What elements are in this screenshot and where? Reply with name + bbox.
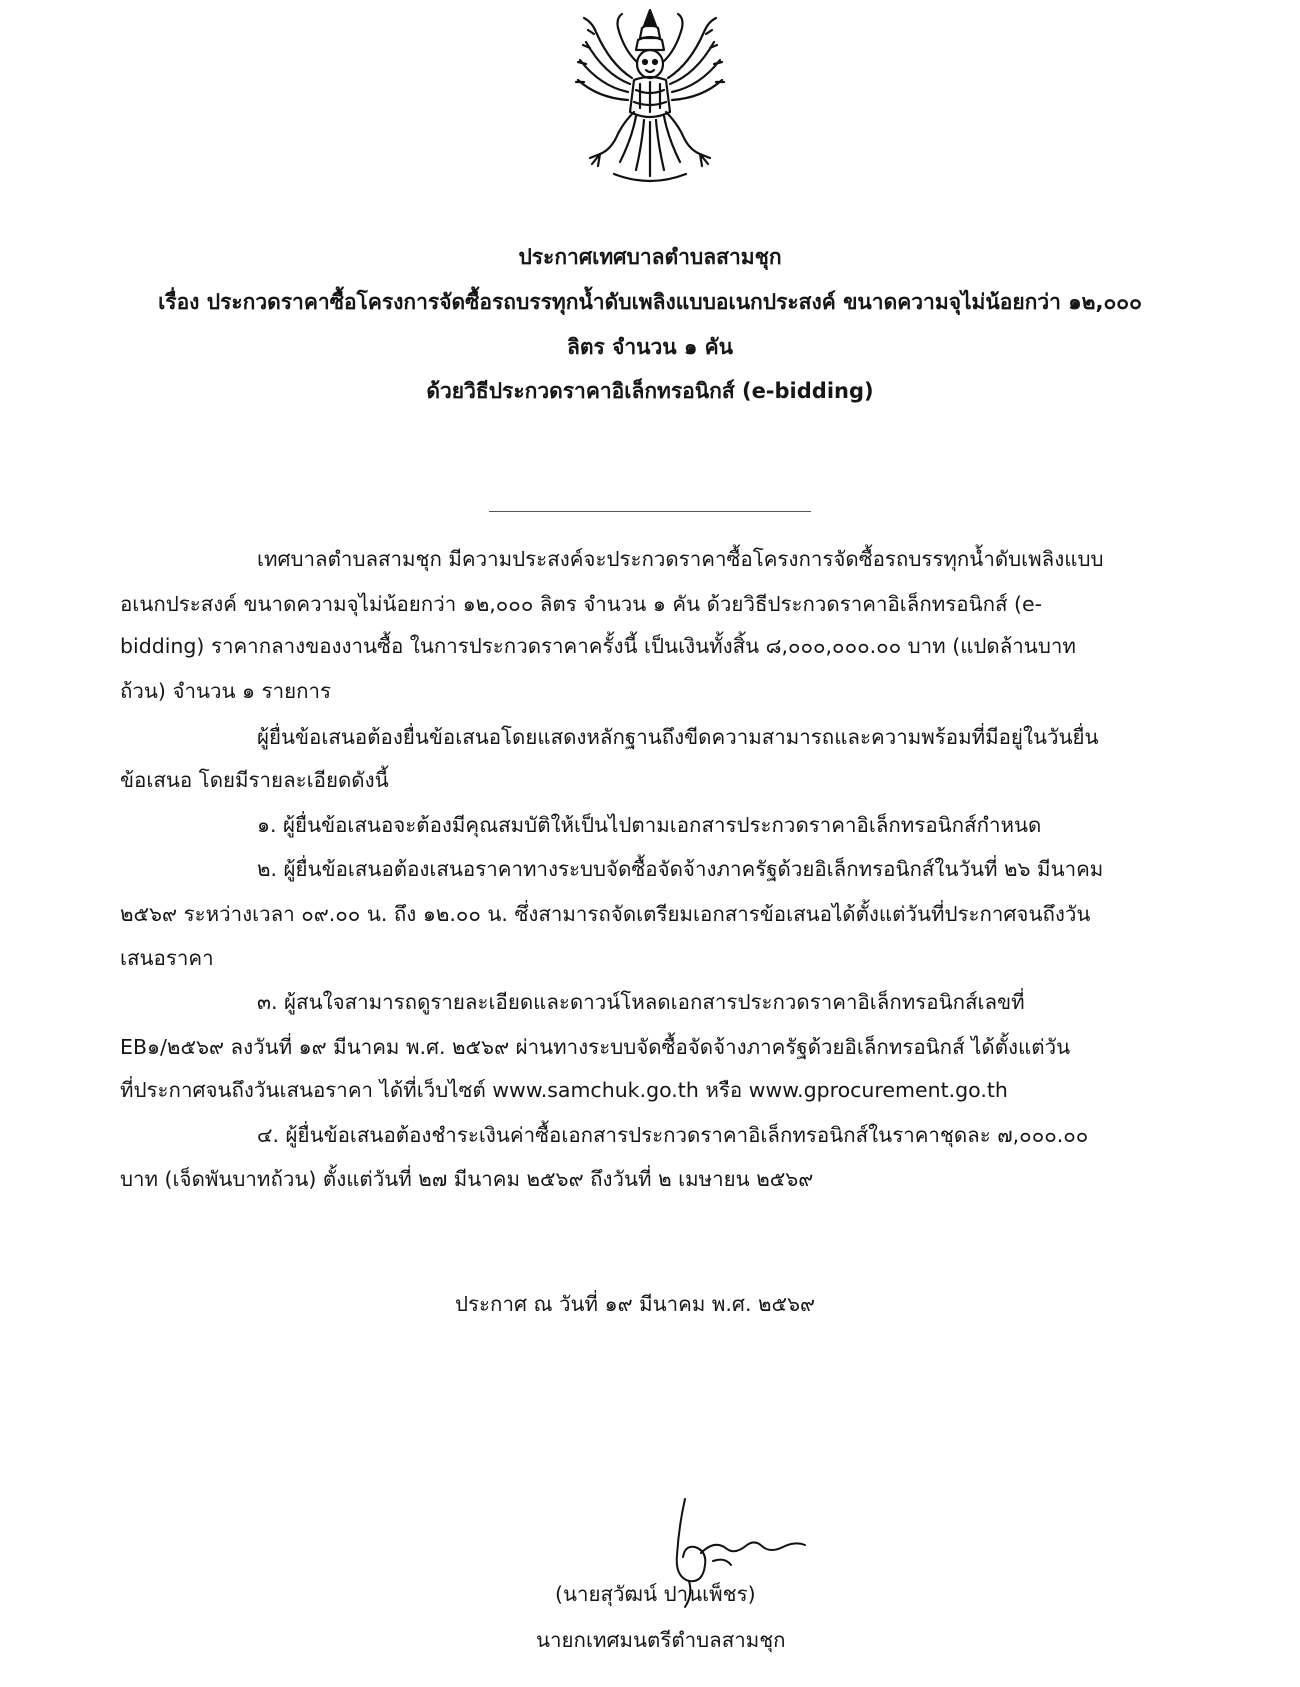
item-2-line1: ๒. ผู้ยื่นข้อเสนอต้องเสนอราคาทางระบบจัดซื้อจัดจ้างภาครัฐด้วยอิเล็กทรอนิกส์ในวันที่ ๒๖ มีนาคม — [257, 857, 1104, 881]
announcement-subject-cont: ลิตร จำนวน ๑ คัน — [566, 335, 734, 359]
divider-line — [489, 511, 811, 512]
item-4-line2: บาท (เจ็ดพันบาทถ้วน) ตั้งแต่วันที่ ๒๗ มีนาคม ๒๕๖๙ ถึงวันที่ ๒ เมษายน ๒๕๖๙ — [120, 1167, 814, 1191]
item-2-line3: เสนอราคา — [120, 946, 214, 970]
body-p1-line1: เทศบาลตำบลสามชุก มีความประสงค์จะประกวดราคาซื้อโครงการจัดซื้อรถบรรทุกน้ำดับเพลิงแบบ — [257, 547, 1104, 571]
body-p1-line4: ถ้วน) จำนวน ๑ รายการ — [120, 679, 332, 703]
item-3-line3: ที่ประกาศจนถึงวันเสนอราคา ได้ที่เว็บไซต์ www.samchuk.go.th หรือ www.gprocurement.go.th — [120, 1078, 1008, 1102]
announcement-subject: เรื่อง ประกวดราคาซื้อโครงการจัดซื้อรถบรรทุกน้ำดับเพลิงแบบอเนกประสงค์ ขนาดความจุไม่น้อยกว่า ๑๒,๐๐๐ — [158, 290, 1142, 314]
item-4-line1: ๔. ผู้ยื่นข้อเสนอต้องชำระเงินค่าซื้อเอกสารประกวดราคาอิเล็กทรอนิกส์ในราคาชุดละ ๗,๐๐๐.๐๐ — [257, 1123, 1089, 1147]
signer-title: นายกเทศมนตรีตำบลสามชุก — [536, 1628, 786, 1652]
item-2-line2: ๒๕๖๙ ระหว่างเวลา ๐๙.๐๐ น. ถึง ๑๒.๐๐ น. ซึ่งสามารถจัดเตรียมเอกสารข้อเสนอได้ตั้งแต่วันที่ประกาศจนถึงวัน — [120, 902, 1091, 926]
body-p2-line2: ข้อเสนอ โดยมีรายละเอียดดังนี้ — [120, 768, 389, 792]
announcement-heading: ประกาศเทศบาลตำบลสามชุก — [518, 245, 782, 269]
announcement-method: ด้วยวิธีประกวดราคาอิเล็กทรอนิกส์ (e-bidding) — [426, 379, 874, 403]
garuda-emblem-icon — [570, 4, 730, 192]
item-3-line2: EB๑/๒๕๖๙ ลงวันที่ ๑๙ มีนาคม พ.ศ. ๒๕๖๙ ผ่านทางระบบจัดซื้อจัดจ้างภาครัฐด้วยอิเล็กทรอนิกส์ ได้ตั้งแต่วัน — [120, 1035, 1071, 1059]
body-p1-line2: อเนกประสงค์ ขนาดความจุไม่น้อยกว่า ๑๒,๐๐๐ ลิตร จำนวน ๑ คัน ด้วยวิธีประกวดราคาอิเล็กทรอนิกส์ (e- — [120, 592, 1043, 616]
announce-date: ประกาศ ณ วันที่ ๑๙ มีนาคม พ.ศ. ๒๕๖๙ — [455, 1292, 816, 1316]
item-1: ๑. ผู้ยื่นข้อเสนอจะต้องมีคุณสมบัติให้เป็นไปตามเอกสารประกวดราคาอิเล็กทรอนิกส์กำหนด — [257, 813, 1042, 837]
body-p1-line3: bidding) ราคากลางของงานซื้อ ในการประกวดราคาครั้งนี้ เป็นเงินทั้งสิ้น ๘,๐๐๐,๐๐๐.๐๐ บาท (แปดล้านบาท — [120, 634, 1076, 658]
body-p2-line1: ผู้ยื่นข้อเสนอต้องยื่นข้อเสนอโดยแสดงหลักฐานถึงขีดความสามารถและความพร้อมที่มีอยู่ในวันยื่น — [257, 725, 1099, 749]
item-3-line1: ๓. ผู้สนใจสามารถดูรายละเอียดและดาวน์โหลดเอกสารประกวดราคาอิเล็กทรอนิกส์เลขที่ — [257, 990, 1025, 1014]
signer-name: (นายสุวัฒน์ ปานเพ็ชร) — [555, 1582, 756, 1606]
